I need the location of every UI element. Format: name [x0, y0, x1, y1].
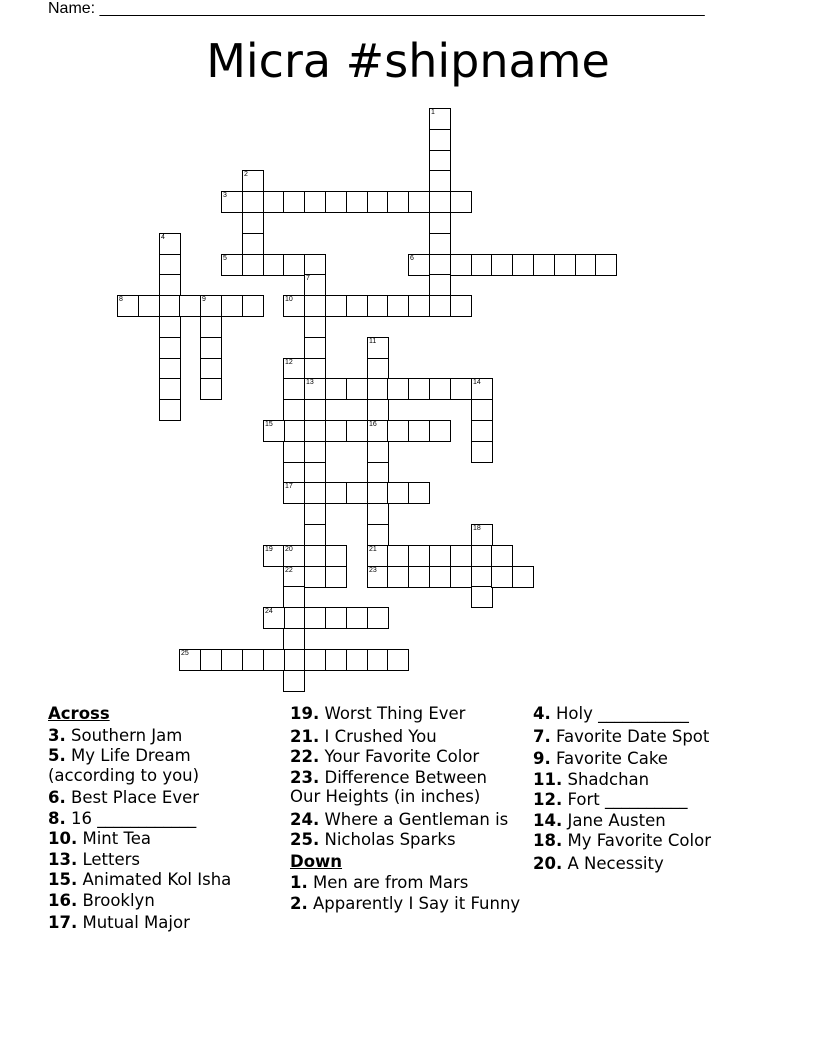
- cell-number: 7: [306, 275, 310, 282]
- cell-number: 19: [265, 546, 273, 553]
- grid-cell[interactable]: [304, 524, 326, 546]
- grid-cell[interactable]: [283, 670, 305, 692]
- grid-cell[interactable]: [429, 420, 451, 442]
- grid-cell[interactable]: [283, 628, 305, 650]
- grid-cell[interactable]: [304, 378, 326, 400]
- clue-across-19: 19. Worst Thing Ever: [290, 704, 466, 723]
- grid-cell[interactable]: [471, 441, 493, 463]
- clue-across-17: 17. Mutual Major: [48, 913, 190, 932]
- grid-cell[interactable]: [304, 649, 326, 671]
- grid-cell[interactable]: [554, 254, 576, 276]
- cell-number: 24: [265, 608, 273, 615]
- grid-cell[interactable]: [304, 566, 326, 588]
- grid-cell[interactable]: [283, 607, 305, 629]
- grid-cell[interactable]: [450, 254, 472, 276]
- clue-across-15: 15. Animated Kol Isha: [48, 870, 232, 889]
- clue-across-8: 8. 16 ____________: [48, 808, 197, 828]
- clue-down-4: 4. Holy ___________: [533, 704, 689, 723]
- grid-cell[interactable]: [429, 378, 451, 400]
- grid-cell[interactable]: [304, 441, 326, 463]
- grid-cell[interactable]: [283, 566, 305, 588]
- grid-cell[interactable]: [304, 274, 326, 296]
- grid-cell[interactable]: [283, 378, 305, 400]
- grid-cell[interactable]: [159, 295, 181, 317]
- cell-number: 15: [265, 421, 273, 428]
- cell-number: 25: [181, 650, 189, 657]
- grid-cell[interactable]: [283, 191, 305, 213]
- grid-cell[interactable]: [263, 420, 285, 442]
- grid-cell[interactable]: [117, 295, 139, 317]
- grid-cell[interactable]: [200, 649, 222, 671]
- grid-cell[interactable]: [346, 378, 368, 400]
- grid-cell[interactable]: [595, 254, 617, 276]
- cell-number: 4: [161, 234, 165, 241]
- grid-cell[interactable]: [346, 482, 368, 504]
- clue-down-12: 12. Fort __________: [533, 790, 688, 809]
- grid-cell[interactable]: [346, 607, 368, 629]
- grid-cell[interactable]: [304, 545, 326, 567]
- grid-cell[interactable]: [408, 295, 430, 317]
- cell-number: 14: [473, 379, 481, 386]
- grid-cell[interactable]: [283, 482, 305, 504]
- grid-cell[interactable]: [408, 191, 430, 213]
- grid-cell[interactable]: [471, 586, 493, 608]
- grid-cell[interactable]: [346, 295, 368, 317]
- cell-number: 16: [369, 421, 377, 428]
- grid-cell[interactable]: [387, 295, 409, 317]
- grid-cell[interactable]: [304, 316, 326, 338]
- grid-cell[interactable]: [263, 649, 285, 671]
- grid-cell[interactable]: [512, 254, 534, 276]
- grid-cell[interactable]: [242, 649, 264, 671]
- grid-cell[interactable]: [450, 378, 472, 400]
- across-heading: Across: [48, 704, 110, 723]
- clue-across-13: 13. Letters: [48, 849, 141, 869]
- grid-cell[interactable]: [491, 566, 513, 588]
- clue-down-9: 9. Favorite Cake: [533, 749, 668, 768]
- grid-cell[interactable]: [408, 254, 430, 276]
- grid-cell[interactable]: [159, 233, 181, 255]
- grid-cell[interactable]: [159, 274, 181, 296]
- grid-cell[interactable]: [159, 254, 181, 276]
- cell-number: 5: [223, 255, 227, 262]
- grid-cell[interactable]: [367, 399, 389, 421]
- grid-cell[interactable]: [471, 420, 493, 442]
- grid-cell[interactable]: [429, 566, 451, 588]
- grid-cell[interactable]: [346, 420, 368, 442]
- grid-cell[interactable]: [387, 378, 409, 400]
- grid-cell[interactable]: [283, 295, 305, 317]
- grid-cell[interactable]: [263, 254, 285, 276]
- cell-number: 3: [223, 192, 227, 199]
- grid-cell[interactable]: [429, 150, 451, 172]
- grid-cell[interactable]: [408, 378, 430, 400]
- grid-cell[interactable]: [429, 212, 451, 234]
- grid-cell[interactable]: [200, 295, 222, 317]
- grid-cell[interactable]: [159, 358, 181, 380]
- grid-cell[interactable]: [325, 566, 347, 588]
- grid-cell[interactable]: [242, 254, 264, 276]
- clue-across-16: 16. Brooklyn: [48, 890, 155, 910]
- grid-cell[interactable]: [304, 295, 326, 317]
- cell-number: 1: [431, 109, 435, 116]
- cell-number: 13: [306, 379, 314, 386]
- grid-cell[interactable]: [179, 649, 201, 671]
- clue-column-1: [48, 702, 280, 933]
- clue-across-22: 22. Your Favorite Color: [290, 747, 480, 766]
- cell-number: 9: [202, 296, 206, 303]
- grid-cell[interactable]: [429, 129, 451, 151]
- clue-across-23: 23. Difference Between Our Heights (in inches): [290, 767, 487, 806]
- grid-cell[interactable]: [304, 607, 326, 629]
- grid-cell[interactable]: [429, 545, 451, 567]
- grid-cell[interactable]: [159, 399, 181, 421]
- grid-cell[interactable]: [283, 545, 305, 567]
- grid-cell[interactable]: [346, 191, 368, 213]
- grid-cell[interactable]: [159, 378, 181, 400]
- grid-cell[interactable]: [429, 191, 451, 213]
- grid-cell[interactable]: [283, 254, 305, 276]
- grid-cell[interactable]: [471, 524, 493, 546]
- grid-cell[interactable]: [367, 378, 389, 400]
- grid-cell[interactable]: [367, 607, 389, 629]
- grid-cell[interactable]: [221, 649, 243, 671]
- grid-cell[interactable]: [450, 566, 472, 588]
- grid-cell[interactable]: [408, 545, 430, 567]
- clue-across-25: 25. Nicholas Sparks: [290, 830, 456, 849]
- grid-cell[interactable]: [159, 337, 181, 359]
- grid-cell[interactable]: [408, 566, 430, 588]
- grid-cell[interactable]: [491, 254, 513, 276]
- grid-cell[interactable]: [367, 420, 389, 442]
- grid-cell[interactable]: [367, 545, 389, 567]
- clue-down-2: 2. Apparently I Say it Funny: [290, 893, 521, 913]
- grid-cell[interactable]: [200, 378, 222, 400]
- grid-cell[interactable]: [408, 420, 430, 442]
- grid-cell[interactable]: [242, 191, 264, 213]
- grid-cell[interactable]: [367, 462, 389, 484]
- cell-number: 23: [369, 567, 377, 574]
- grid-cell[interactable]: [429, 295, 451, 317]
- grid-cell[interactable]: [491, 545, 513, 567]
- grid-cell[interactable]: [283, 462, 305, 484]
- cell-number: 21: [369, 546, 377, 553]
- grid-cell[interactable]: [325, 545, 347, 567]
- grid-cell[interactable]: [263, 607, 285, 629]
- grid-cell[interactable]: [221, 254, 243, 276]
- page-title: Micra #shipname: [206, 34, 610, 88]
- grid-cell[interactable]: [221, 295, 243, 317]
- clue-down-20: 20. A Necessity: [533, 853, 664, 873]
- grid-cell[interactable]: [575, 254, 597, 276]
- grid-cell[interactable]: [367, 649, 389, 671]
- cell-number: 18: [473, 525, 481, 532]
- grid-cell[interactable]: [263, 191, 285, 213]
- grid-cell[interactable]: [367, 482, 389, 504]
- grid-cell[interactable]: [325, 649, 347, 671]
- grid-cell[interactable]: [200, 337, 222, 359]
- cell-number: 8: [119, 296, 123, 303]
- grid-cell[interactable]: [387, 482, 409, 504]
- grid-cell[interactable]: [471, 545, 493, 567]
- cell-number: 17: [285, 483, 293, 490]
- clue-down-7: 7. Favorite Date Spot: [533, 726, 710, 746]
- cell-number: 10: [285, 296, 293, 303]
- grid-cell[interactable]: [429, 254, 451, 276]
- grid-cell[interactable]: [387, 649, 409, 671]
- grid-cell[interactable]: [471, 254, 493, 276]
- grid-cell[interactable]: [283, 420, 305, 442]
- clue-across-24: 24. Where a Gentleman is: [290, 809, 509, 829]
- grid-cell[interactable]: [325, 607, 347, 629]
- grid-cell[interactable]: [325, 420, 347, 442]
- grid-cell[interactable]: [429, 274, 451, 296]
- grid-cell[interactable]: [408, 482, 430, 504]
- grid-cell[interactable]: [387, 420, 409, 442]
- grid-cell[interactable]: [367, 524, 389, 546]
- grid-cell[interactable]: [429, 170, 451, 192]
- cell-number: 2: [244, 171, 248, 178]
- grid-cell[interactable]: [450, 295, 472, 317]
- clue-column-3: [533, 702, 765, 873]
- clue-column-2: [290, 702, 522, 913]
- grid-cell[interactable]: [304, 482, 326, 504]
- clue-across-6: 6. Best Place Ever: [48, 788, 200, 807]
- cell-number: 11: [369, 338, 377, 345]
- grid-cell[interactable]: [242, 295, 264, 317]
- grid-cell[interactable]: [200, 358, 222, 380]
- grid-cell[interactable]: [159, 316, 181, 338]
- grid-cell[interactable]: [450, 545, 472, 567]
- grid-cell[interactable]: [283, 399, 305, 421]
- grid-cell[interactable]: [242, 212, 264, 234]
- grid-cell[interactable]: [283, 441, 305, 463]
- grid-cell[interactable]: [367, 295, 389, 317]
- grid-cell[interactable]: [471, 566, 493, 588]
- grid-cell[interactable]: [242, 233, 264, 255]
- grid-cell[interactable]: [200, 316, 222, 338]
- grid-cell[interactable]: [429, 108, 451, 130]
- grid-cell[interactable]: [471, 378, 493, 400]
- cell-number: 12: [285, 359, 293, 366]
- clue-down-14: 14. Jane Austen: [533, 810, 666, 830]
- grid-cell[interactable]: [325, 482, 347, 504]
- grid-cell[interactable]: [325, 295, 347, 317]
- grid-cell[interactable]: [221, 191, 243, 213]
- grid-cell[interactable]: [367, 191, 389, 213]
- clue-down-18: 18. My Favorite Color: [533, 831, 711, 850]
- grid-cell[interactable]: [367, 441, 389, 463]
- cell-number: 22: [285, 567, 293, 574]
- grid-cell[interactable]: [283, 358, 305, 380]
- cell-number: 6: [410, 255, 414, 262]
- grid-cell[interactable]: [346, 649, 368, 671]
- grid-cell[interactable]: [283, 586, 305, 608]
- grid-cell[interactable]: [367, 503, 389, 525]
- grid-cell[interactable]: [387, 545, 409, 567]
- grid-cell[interactable]: [304, 191, 326, 213]
- grid-cell[interactable]: [304, 254, 326, 276]
- grid-cell[interactable]: [304, 462, 326, 484]
- grid-cell[interactable]: [367, 358, 389, 380]
- grid-cell[interactable]: [304, 337, 326, 359]
- grid-cell[interactable]: [471, 399, 493, 421]
- grid-cell[interactable]: [387, 191, 409, 213]
- clue-down-1: 1. Men are from Mars: [290, 873, 469, 892]
- grid-cell[interactable]: [263, 545, 285, 567]
- down-heading: Down: [290, 851, 343, 871]
- grid-cell[interactable]: [304, 399, 326, 421]
- grid-cell[interactable]: [179, 295, 201, 317]
- grid-cell[interactable]: [325, 378, 347, 400]
- grid-cell[interactable]: [512, 566, 534, 588]
- clue-across-10: 10. Mint Tea: [48, 829, 152, 848]
- grid-cell[interactable]: [304, 503, 326, 525]
- grid-cell[interactable]: [367, 337, 389, 359]
- clue-across-3: 3. Southern Jam: [48, 725, 183, 745]
- grid-cell[interactable]: [429, 233, 451, 255]
- grid-cell[interactable]: [304, 420, 326, 442]
- grid-cell[interactable]: [304, 358, 326, 380]
- clue-down-11: 11. Shadchan: [533, 769, 650, 789]
- grid-cell[interactable]: [283, 649, 305, 671]
- grid-cell[interactable]: [367, 566, 389, 588]
- grid-cell[interactable]: [242, 170, 264, 192]
- grid-cell[interactable]: [387, 566, 409, 588]
- clue-across-21: 21. I Crushed You: [290, 726, 437, 746]
- clue-across-5: 5. My Life Dream (according to you): [48, 746, 200, 785]
- cell-number: 20: [285, 546, 293, 553]
- grid-cell[interactable]: [533, 254, 555, 276]
- grid-cell[interactable]: [138, 295, 160, 317]
- grid-cell[interactable]: [450, 191, 472, 213]
- grid-cell[interactable]: [325, 191, 347, 213]
- name-field[interactable]: Name: ____________________________________________________________________: [48, 0, 705, 17]
